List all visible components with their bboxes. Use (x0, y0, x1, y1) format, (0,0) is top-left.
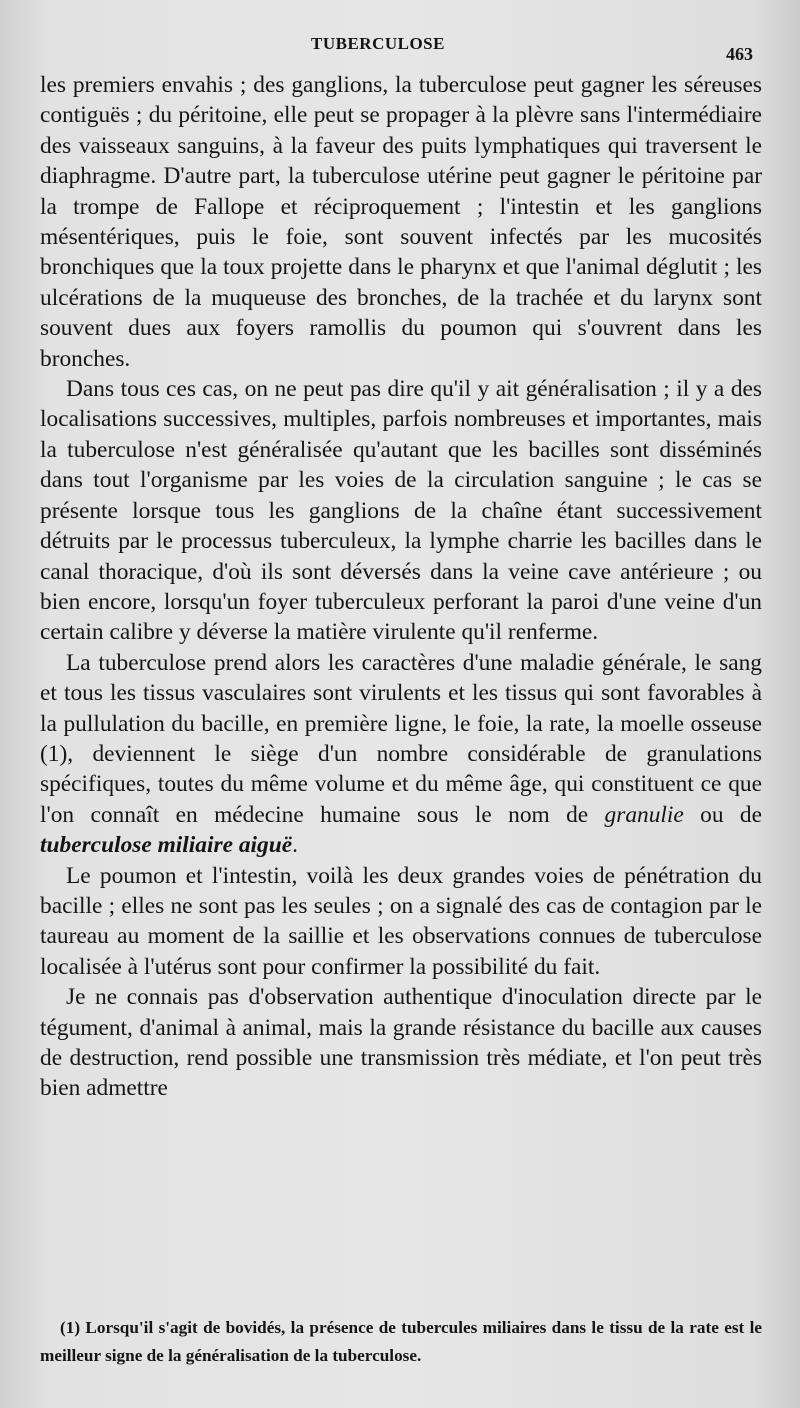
paragraph-2: Dans tous ces cas, on ne peut pas dire qu'il y ait généralisation ; il y a des localisations successives, multiples, parfois nombreuses et importantes, mais la tuberculose n'est généralisée qu'autant que les bacilles sont disséminés dans tout l'organisme par les voies de la circulation sanguine ; le cas se présente lorsque tous les ganglions de la chaîne étant successivement détruits par le processus tuberculeux, la lymphe charrie les bacilles dans le canal thoracique, d'où ils sont déversés dans la veine cave antérieure ; ou bien encore, lorsqu'un foyer tuberculeux perforant la paroi d'une veine d'un certain calibre y déverse la matière virulente qu'il renferme. (40, 376, 762, 646)
paragraph-3-text-before: La tuberculose prend alors les caractères d'une maladie générale, le sang et tous les tissus vasculaires sont virulents et les tissus qui sont favorables à la pullulation du bacille, en première ligne, le foie, la rate, la moelle osseuse (1), deviennent le siège d'un nombre considérable de granulations spécifiques, toutes du même volume et du même âge, qui constituent ce que l'on connaît en médecine humaine sous le nom de (40, 649, 762, 828)
footnotes (40, 1314, 762, 1370)
page-number: 463 (726, 44, 753, 64)
paragraph-5: Je ne connais pas d'observation authentique d'inoculation directe par le tégument, d'animal à animal, mais la grande résistance du bacille aux causes de destruction, rend possible une transmission très médiate, et l'on peut très bien admettre (40, 984, 762, 1102)
running-title: TUBERCULOSE (311, 34, 445, 53)
paragraph-3 (40, 648, 762, 861)
italic-term-tuberculose-miliaire: tuberculose miliaire aiguë (40, 832, 293, 859)
paragraph-1: les premiers envahis ; des ganglions, la tuberculose peut gagner les séreuses contiguës ; du péritoine, elle peut se propager à la plèvre sans l'intermédiaire des vaisseaux sanguins, à la faveur des puits lymphatiques qui traversent le diaphragme. D'autre part, la tuberculose utérine peut gagner le péritoine par la trompe de Fallope et réciproquement ; l'intestin et les ganglions mésentériques, puis le foie, sont souvent infectés par les mucosités bronchiques que la toux projette dans le pharynx et que l'animal déglutit ; les ulcérations de la muqueuse des bronches, de la trachée et du larynx sont souvent dues aux foyers ramollis du poumon qui s'ouvrent dans les bronches. (40, 72, 762, 372)
paragraph-4: Le poumon et l'intestin, voilà les deux grandes voies de pénétration du bacille ; elles ne sont pas les seules ; on a signalé des cas de contagion par le taureau au moment de la saillie et les observations connues de tuberculose localisée à l'utérus sont pour confirmer la possibilité du fait. (40, 862, 762, 980)
main-text (40, 70, 762, 1104)
paragraph-3-text-after: . (292, 832, 298, 859)
footnote-1: (1) Lorsqu'il s'agit de bovidés, la présence de tubercules miliaires dans le tissu de la rate est le meilleur signe de la généralisation de la tuberculose. (40, 1318, 762, 1365)
paragraph-3-text-middle: ou de (683, 801, 762, 828)
italic-term-granulie: granulie (604, 801, 684, 828)
